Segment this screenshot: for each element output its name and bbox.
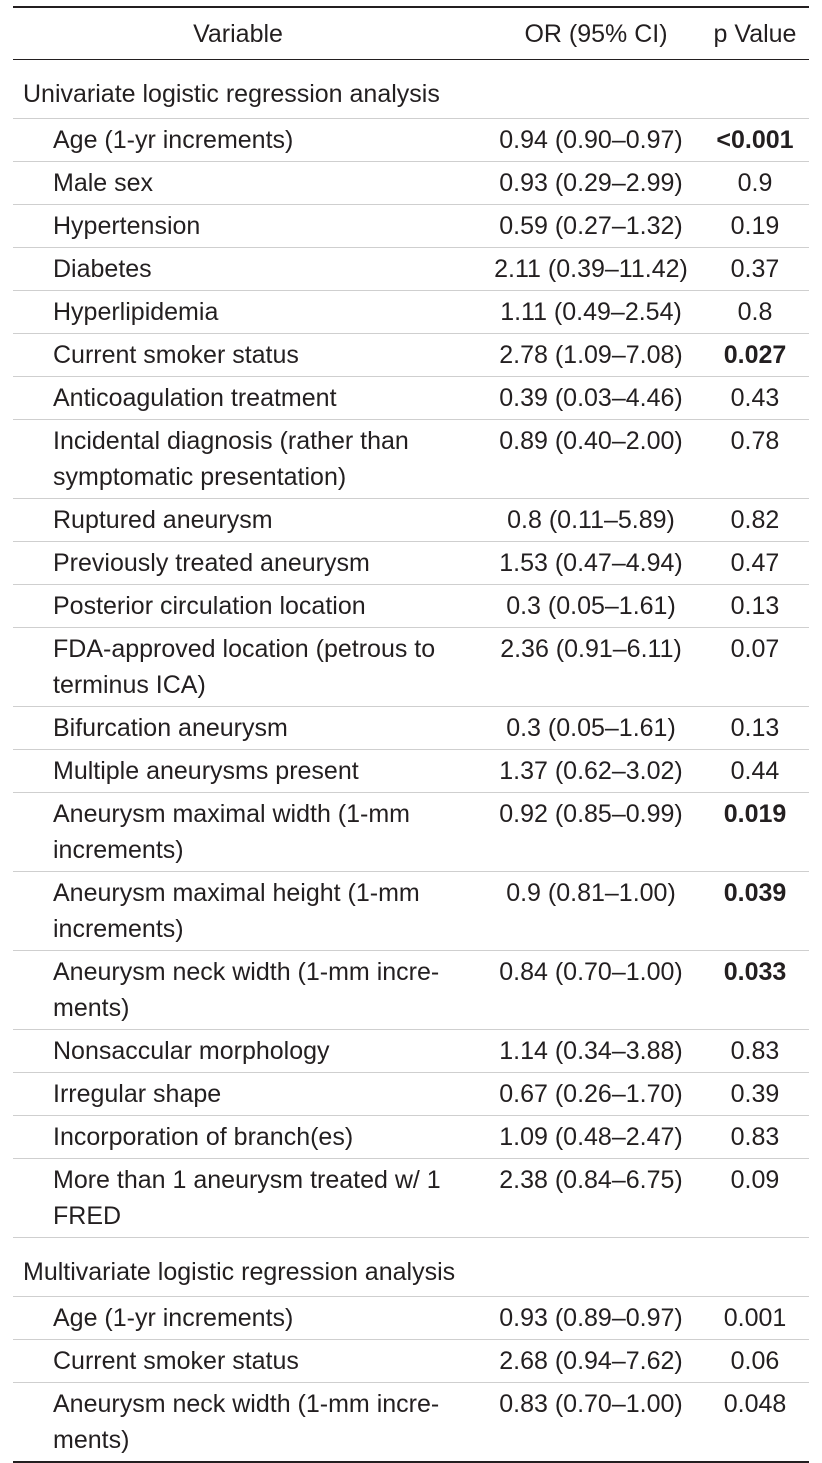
p-value-cell: 0.09 xyxy=(701,1159,809,1238)
table-row xyxy=(13,162,809,205)
p-value-cell: 0.13 xyxy=(701,585,809,628)
p-value-cell: 0.39 xyxy=(701,1073,809,1116)
table-body xyxy=(13,60,809,1463)
or-ci-cell: 0.39 (0.03–4.46) xyxy=(463,377,701,420)
or-ci-cell: 0.94 (0.90–0.97) xyxy=(463,119,701,162)
or-ci-cell: 0.84 (0.70–1.00) xyxy=(463,951,701,1030)
table-header xyxy=(13,7,809,60)
variable-cell: Anticoagulation treatment xyxy=(13,377,463,420)
table-row xyxy=(13,248,809,291)
table-row xyxy=(13,750,809,793)
variable-cell: Multiple aneurysms present xyxy=(13,750,463,793)
p-value-cell: 0.8 xyxy=(701,291,809,334)
table-row xyxy=(13,499,809,542)
table-row xyxy=(13,951,809,1030)
variable-cell: Age (1-yr increments) xyxy=(13,119,463,162)
table-row xyxy=(13,707,809,750)
p-value-cell: 0.19 xyxy=(701,205,809,248)
or-ci-cell: 0.89 (0.40–2.00) xyxy=(463,420,701,499)
p-value-cell: 0.83 xyxy=(701,1030,809,1073)
table-row xyxy=(13,585,809,628)
or-ci-cell: 0.3 (0.05–1.61) xyxy=(463,585,701,628)
variable-cell: Current smoker status xyxy=(13,334,463,377)
variable-cell: More than 1 aneurysm treated w/ 1 FRED xyxy=(13,1159,463,1238)
variable-cell: Age (1-yr increments) xyxy=(13,1297,463,1340)
p-value-cell: 0.019 xyxy=(701,793,809,872)
p-value-cell: 0.001 xyxy=(701,1297,809,1340)
p-value-cell: 0.039 xyxy=(701,872,809,951)
p-value-cell: 0.027 xyxy=(701,334,809,377)
variable-cell: Diabetes xyxy=(13,248,463,291)
p-value-cell: 0.47 xyxy=(701,542,809,585)
p-value-cell: 0.06 xyxy=(701,1340,809,1383)
or-ci-cell: 2.36 (0.91–6.11) xyxy=(463,628,701,707)
table-row xyxy=(13,542,809,585)
variable-cell: Incidental diagnosis (rather than symptomatic presentation) xyxy=(13,420,463,499)
variable-cell: Hyperlipidemia xyxy=(13,291,463,334)
regression-table xyxy=(13,6,809,1463)
or-ci-cell: 0.93 (0.29–2.99) xyxy=(463,162,701,205)
p-value-cell: 0.78 xyxy=(701,420,809,499)
p-value-cell: 0.9 xyxy=(701,162,809,205)
or-ci-cell: 1.14 (0.34–3.88) xyxy=(463,1030,701,1073)
section-row xyxy=(13,1238,809,1297)
variable-cell: FDA-approved location (petrous to terminus ICA) xyxy=(13,628,463,707)
or-ci-cell: 1.37 (0.62–3.02) xyxy=(463,750,701,793)
variable-cell: Posterior circulation location xyxy=(13,585,463,628)
variable-cell: Aneurysm neck width (1-mm incre-ments) xyxy=(13,1383,463,1463)
or-ci-cell: 0.67 (0.26–1.70) xyxy=(463,1073,701,1116)
or-ci-cell: 0.83 (0.70–1.00) xyxy=(463,1383,701,1463)
or-ci-cell: 0.3 (0.05–1.61) xyxy=(463,707,701,750)
header-p-value: p Value xyxy=(701,7,809,60)
table-row xyxy=(13,628,809,707)
table-row xyxy=(13,1159,809,1238)
table-row xyxy=(13,1297,809,1340)
variable-cell: Aneurysm neck width (1-mm incre-ments) xyxy=(13,951,463,1030)
variable-cell: Nonsaccular morphology xyxy=(13,1030,463,1073)
table-row xyxy=(13,1116,809,1159)
table-row xyxy=(13,205,809,248)
or-ci-cell: 2.11 (0.39–11.42) xyxy=(463,248,701,291)
table-row xyxy=(13,291,809,334)
p-value-cell: 0.83 xyxy=(701,1116,809,1159)
variable-cell: Aneurysm maximal height (1-mm increments) xyxy=(13,872,463,951)
p-value-cell: 0.048 xyxy=(701,1383,809,1463)
variable-cell: Bifurcation aneurysm xyxy=(13,707,463,750)
p-value-cell: 0.13 xyxy=(701,707,809,750)
or-ci-cell: 2.38 (0.84–6.75) xyxy=(463,1159,701,1238)
table-row xyxy=(13,420,809,499)
or-ci-cell: 2.68 (0.94–7.62) xyxy=(463,1340,701,1383)
table-row xyxy=(13,793,809,872)
or-ci-cell: 0.8 (0.11–5.89) xyxy=(463,499,701,542)
p-value-cell: 0.07 xyxy=(701,628,809,707)
section-title: Univariate logistic regression analysis xyxy=(13,60,809,119)
variable-cell: Male sex xyxy=(13,162,463,205)
section-title: Multivariate logistic regression analysis xyxy=(13,1238,809,1297)
variable-cell: Current smoker status xyxy=(13,1340,463,1383)
or-ci-cell: 0.93 (0.89–0.97) xyxy=(463,1297,701,1340)
table-row xyxy=(13,1340,809,1383)
p-value-cell: <0.001 xyxy=(701,119,809,162)
table-row xyxy=(13,1030,809,1073)
or-ci-cell: 1.09 (0.48–2.47) xyxy=(463,1116,701,1159)
variable-cell: Incorporation of branch(es) xyxy=(13,1116,463,1159)
p-value-cell: 0.44 xyxy=(701,750,809,793)
p-value-cell: 0.37 xyxy=(701,248,809,291)
p-value-cell: 0.82 xyxy=(701,499,809,542)
or-ci-cell: 0.92 (0.85–0.99) xyxy=(463,793,701,872)
or-ci-cell: 2.78 (1.09–7.08) xyxy=(463,334,701,377)
table-row xyxy=(13,377,809,420)
variable-cell: Aneurysm maximal width (1-mm increments) xyxy=(13,793,463,872)
section-row xyxy=(13,60,809,119)
or-ci-cell: 0.59 (0.27–1.32) xyxy=(463,205,701,248)
table-row xyxy=(13,1073,809,1116)
header-or-ci: OR (95% CI) xyxy=(463,7,701,60)
variable-cell: Irregular shape xyxy=(13,1073,463,1116)
p-value-cell: 0.033 xyxy=(701,951,809,1030)
or-ci-cell: 0.9 (0.81–1.00) xyxy=(463,872,701,951)
variable-cell: Hypertension xyxy=(13,205,463,248)
variable-cell: Previously treated aneurysm xyxy=(13,542,463,585)
p-value-cell: 0.43 xyxy=(701,377,809,420)
header-variable: Variable xyxy=(13,7,463,60)
table-row xyxy=(13,334,809,377)
or-ci-cell: 1.53 (0.47–4.94) xyxy=(463,542,701,585)
or-ci-cell: 1.11 (0.49–2.54) xyxy=(463,291,701,334)
variable-cell: Ruptured aneurysm xyxy=(13,499,463,542)
table-row xyxy=(13,872,809,951)
table-row xyxy=(13,119,809,162)
table-row xyxy=(13,1383,809,1463)
